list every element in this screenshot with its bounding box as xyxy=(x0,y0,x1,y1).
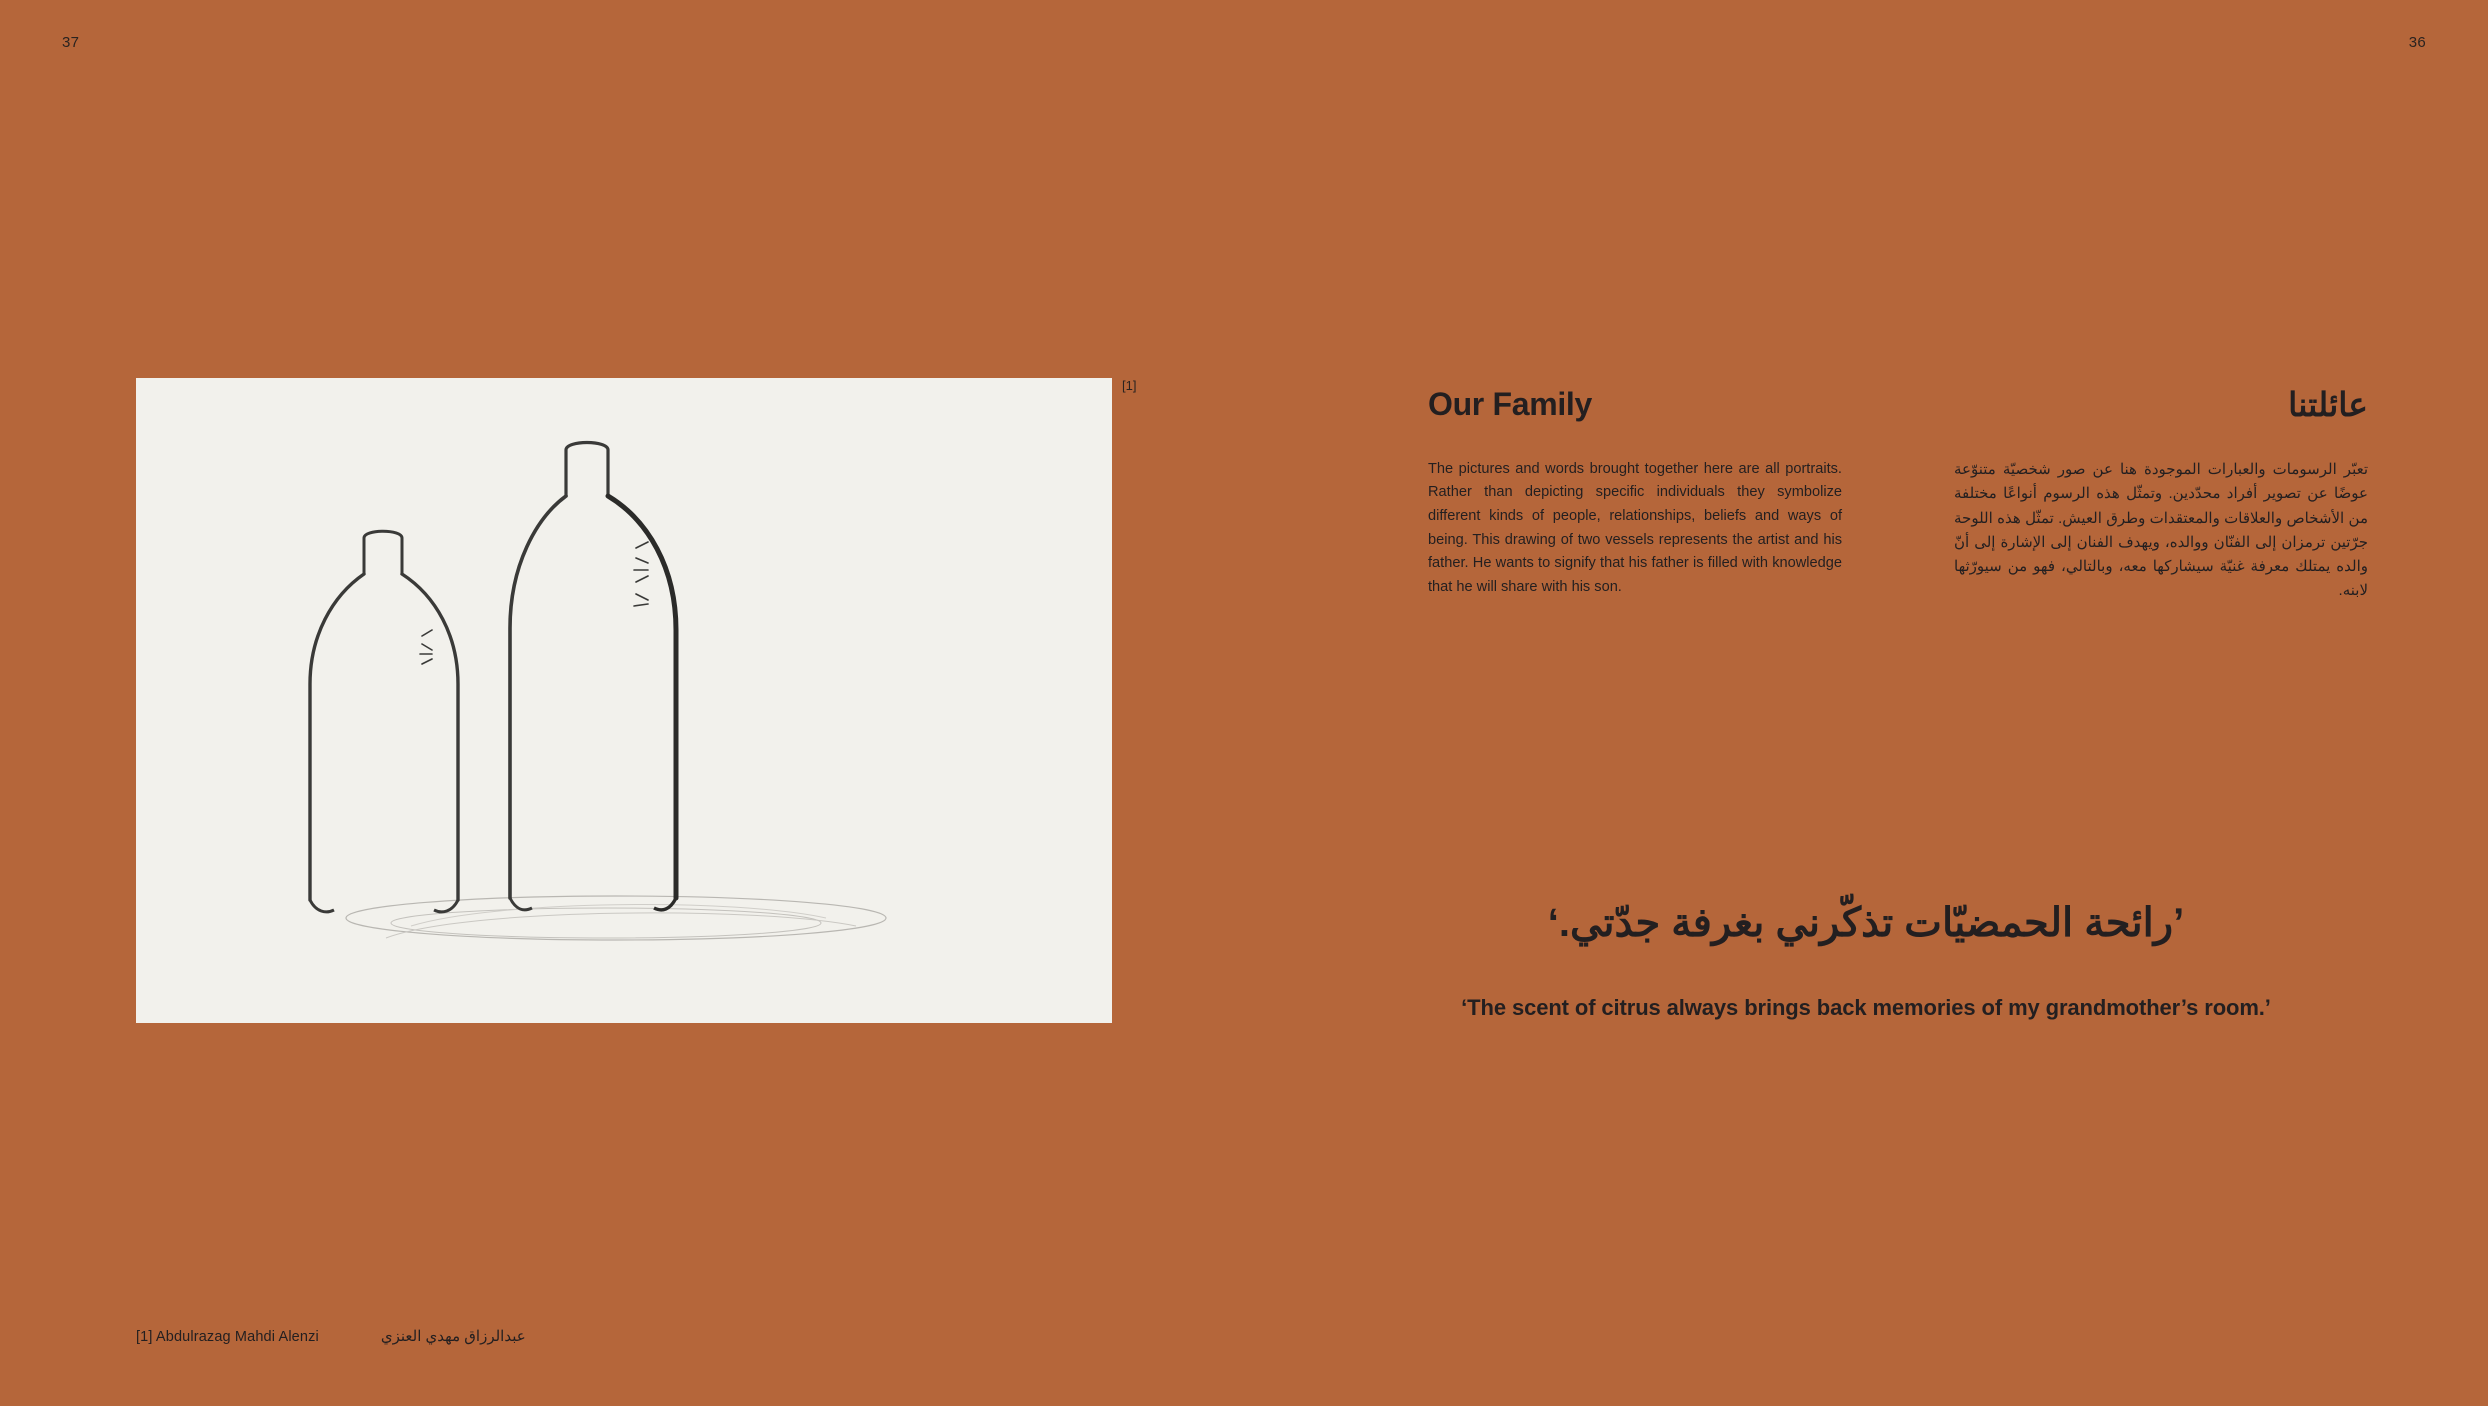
pull-quote-ar: ’رائحة الحمضيّات تذكّرني بغرفة جدّتي.‘ xyxy=(1547,901,2185,945)
body-text-ar: تعبّر الرسومات والعبارات الموجودة هنا عن صور شخصيّة متنوّعة عوضًا عن تصوير أفراد محدّدين. وتمثّل هذه الرسوم أنواعًا مختلفة من الأشخاص والعلاقات والمعتقدات وطرق العيش. تمثّل هذه اللوحة جرّتين ترمزان إلى الفنّان ووالده، ويهدف الفنان إلى الإشارة إلى أنّ والده يمتلك معرفة غنيّة سيشاركها معه، وبالتالي، فهو من سيورّثها لابنه. xyxy=(1954,461,2368,600)
artwork-plate xyxy=(136,378,1112,1023)
credit-ar: عبدالرزاق مهدي العنزي xyxy=(380,1328,526,1345)
right-page xyxy=(1244,0,2488,1406)
body-text-en: The pictures and words brought together here are all portraits. Rather than depicting specific individuals they symbolize different kinds of people, relationships, beliefs and ways of being. This drawing of two vessels represents the artist and his father. He wants to signify that his father is filled with knowledge that he will share with his son. xyxy=(1428,460,1842,595)
folio-left: 37 xyxy=(62,34,80,51)
pull-quote-en: ‘The scent of citrus always brings back memories of my grandmother’s room.’ xyxy=(1461,995,2271,1020)
credit-en: [1] Abdulrazag Mahdi Alenzi xyxy=(136,1329,319,1345)
drawing-two-vessels xyxy=(136,378,1112,1023)
credit-line xyxy=(136,1327,526,1345)
page-title-en: Our Family xyxy=(1428,386,1592,423)
page-title-ar: عائلتنا xyxy=(2288,386,2368,424)
folio-right: 36 xyxy=(2408,34,2426,51)
figure-reference: [1] xyxy=(1122,378,1137,393)
